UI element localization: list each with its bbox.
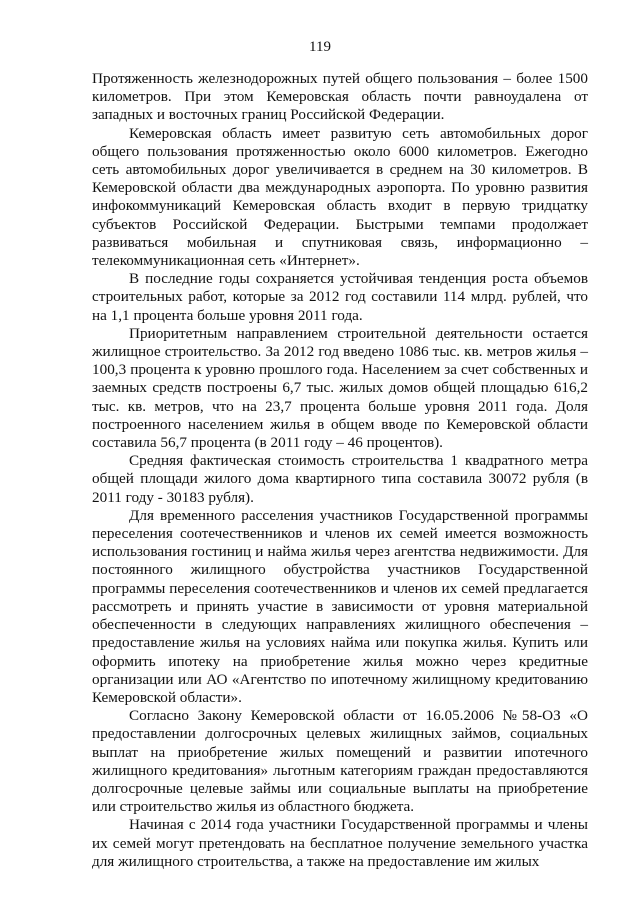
paragraph: Средняя фактическая стоимость строительства 1 квадратного метра общей площади жилого дома квартирного типа составила 30072 рубля (в 2011 году - 30183 рубля). <box>92 452 588 506</box>
page-number: 119 <box>309 39 331 55</box>
paragraph: Протяженность железнодорожных путей общего пользования – более 1500 километров. При этом Кемеровская область почти равноудалена от западных и восточных границ Российской Федерации. <box>92 70 588 124</box>
paragraph: Приоритетным направлением строительной деятельности остается жилищное строительство. За 2012 год введено 1086 тыс. кв. метров жилья – 100,3 процента к уровню прошлого года. Населением за счет собственных и заемных средств построены 6,7 тыс. жилых домов общей площадью 616,2 тыс. кв. метров, что на 23,7 процента больше уровня 2011 года. Доля построенного населением жилья в общем вводе по Кемеровской области составила 56,7 процента (в 2011 году – 46 процентов). <box>92 324 588 452</box>
paragraph: Для временного расселения участников Государственной программы переселения соотечественников и членов их семей имеется возможность использования гостиниц и найма жилья через агентства недвижимости. Для постоянного жилищного обустройства участников Государственной программы переселения соотечественников и членов их семей предлагается рассмотреть и принять участие в зависимости от уровня материальной обеспеченности в следующих направлениях жилищного обеспечения – предоставление жилья на условиях найма или покупка жилья. Купить или оформить ипотеку на приобретение жилья можно через кредитные организации или АО «Агентство по ипотечному жилищному кредитованию Кемеровской области». <box>92 506 588 706</box>
paragraph: Начиная с 2014 года участники Государственной программы и члены их семей могут претендовать на бесплатное получение земельного участка для жилищного строительства, а также на предоставление им жилых <box>92 816 588 870</box>
document-body <box>92 70 588 871</box>
paragraph: Кемеровская область имеет развитую сеть автомобильных дорог общего пользования протяженностью около 6000 километров. Ежегодно сеть автомобильных дорог увеличивается в среднем на 30 километров. В Кемеровской области два международных аэропорта. По уровню развития инфокоммуникаций Кемеровская область входит в первую тридцатку субъектов Российской Федерации. Быстрыми темпами продолжает развиваться мобильная и спутниковая связь, информационно – телекоммуникационная сеть «Интернет». <box>92 124 588 270</box>
paragraph: Согласно Закону Кемеровской области от 16.05.2006 №58-ОЗ «О предоставлении долгосрочных целевых жилищных займов, социальных выплат на приобретение жилых помещений и развитии ипотечного жилищного кредитования» льготным категориям граждан предоставляются долгосрочные целевые займы или социальные выплаты на приобретение или строительство жилья из областного бюджета. <box>92 707 588 816</box>
paragraph: В последние годы сохраняется устойчивая тенденция роста объемов строительных работ, которые за 2012 год составили 114 млрд. рублей, что на 1,1 процента больше уровня 2011 года. <box>92 270 588 324</box>
